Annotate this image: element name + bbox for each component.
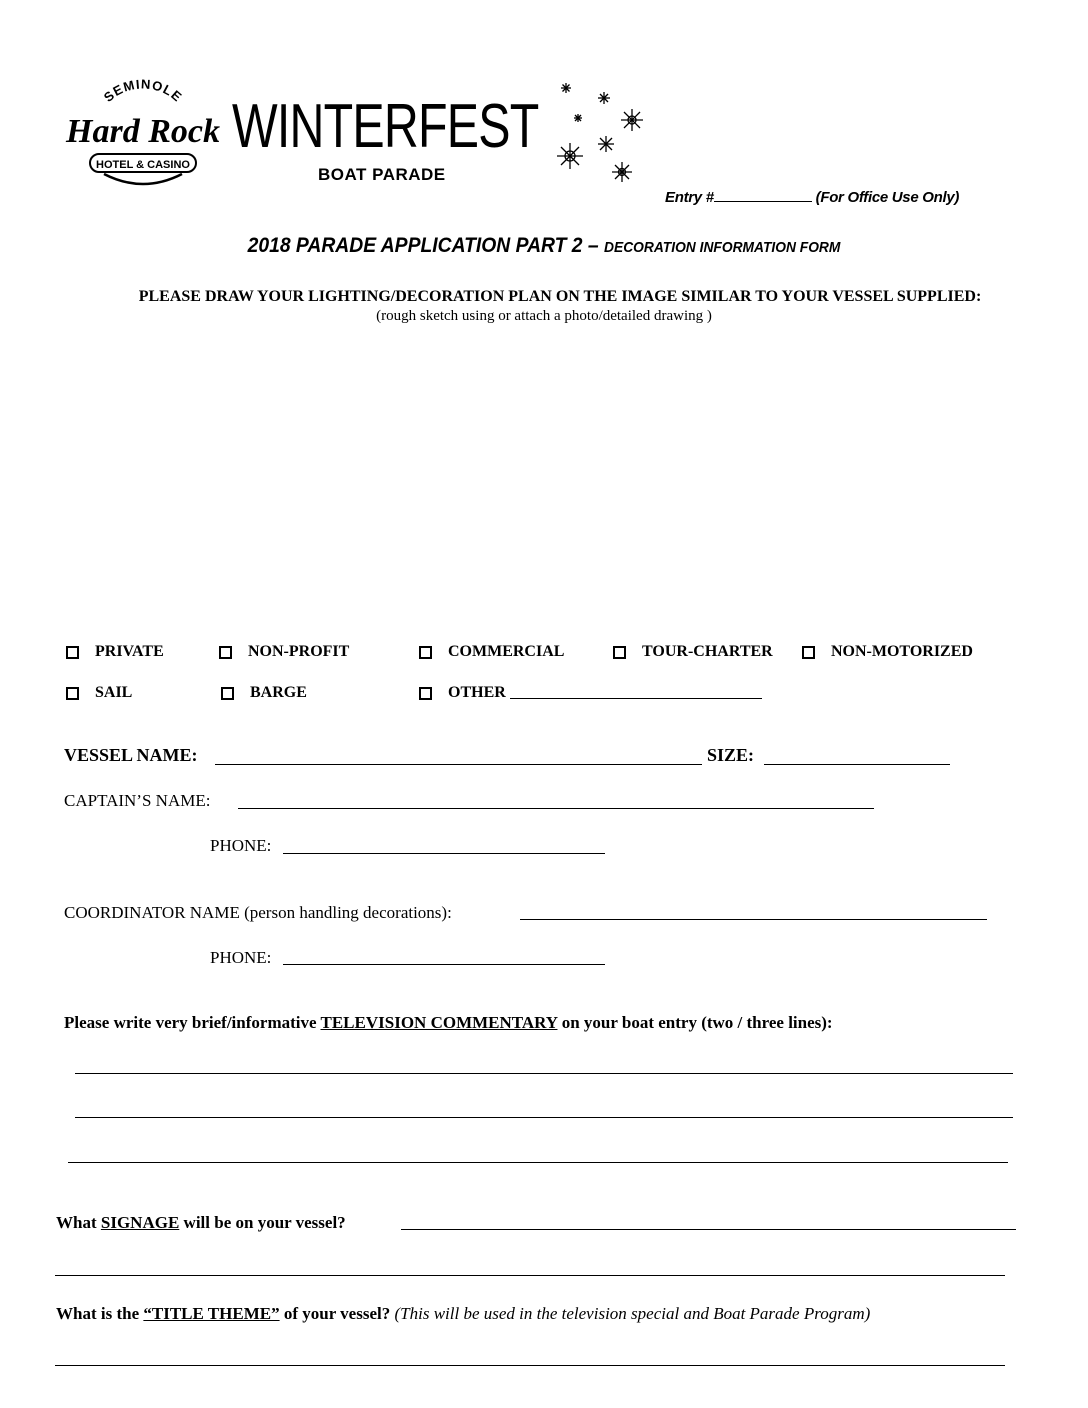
checkbox-other[interactable]: [419, 684, 762, 702]
entry-number-field[interactable]: [714, 187, 812, 202]
title-theme-text-pre: What is the: [56, 1304, 140, 1323]
signage-line-2[interactable]: [55, 1275, 1005, 1276]
entry-note: (For Office Use Only): [815, 189, 960, 206]
checkbox-private[interactable]: [66, 643, 164, 661]
checkbox-non-motorized[interactable]: [802, 643, 973, 661]
commentary-prompt: [64, 1013, 833, 1033]
checkbox-non-profit[interactable]: [219, 643, 349, 661]
commentary-line-2[interactable]: [75, 1117, 1013, 1118]
logo-seminole-text: SEMINOLE: [100, 76, 186, 105]
commentary-text-post: on your boat entry (two / three lines):: [561, 1013, 833, 1032]
vessel-name-label: VESSEL NAME:: [64, 745, 198, 765]
checkbox-barge[interactable]: [221, 684, 307, 702]
title-theme-note: (This will be used in the television special and Boat Parade Program): [394, 1304, 871, 1323]
signage-field[interactable]: [401, 1229, 1016, 1230]
checkbox-icon[interactable]: [221, 687, 234, 700]
checkbox-label: NON-MOTORIZED: [831, 643, 973, 660]
logo-hardrock-text: Hard Rock: [66, 113, 220, 150]
captain-name-label: CAPTAIN’S NAME:: [64, 791, 211, 810]
size-label: SIZE:: [707, 745, 755, 765]
size-field[interactable]: [764, 764, 950, 765]
title-theme-text-post: of your vessel?: [283, 1304, 391, 1323]
coordinator-phone-label: PHONE:: [210, 948, 272, 967]
checkbox-label: BARGE: [250, 684, 307, 701]
checkbox-label: NON-PROFIT: [248, 643, 350, 660]
signage-text-post: will be on your vessel?: [183, 1213, 346, 1232]
svg-text:SEMINOLE: [101, 76, 186, 104]
captain-phone-label: PHONE:: [210, 836, 272, 855]
instructions-main: PLEASE DRAW YOUR LIGHTING/DECORATION PLAN ON THE IMAGE SIMILAR TO YOUR VESSEL SUPPLIED:: [138, 288, 982, 305]
checkbox-label: OTHER: [448, 684, 506, 701]
title-theme-emphasis: “TITLE THEME”: [143, 1304, 280, 1323]
logo-hotel-casino-text: HOTEL & CASINO: [96, 159, 190, 171]
coordinator-name-label: COORDINATOR NAME (person handling decorations):: [64, 903, 452, 922]
signage-prompt: [56, 1213, 346, 1233]
title-theme-field[interactable]: [55, 1365, 1005, 1366]
signage-emphasis: SIGNAGE: [100, 1213, 180, 1232]
coordinator-phone-field[interactable]: [283, 964, 605, 965]
vessel-name-field[interactable]: [215, 764, 702, 765]
entry-label: Entry #: [665, 189, 714, 206]
winterfest-logo-subtitle: BOAT PARADE: [318, 165, 446, 184]
other-input-line[interactable]: [510, 688, 762, 699]
checkbox-icon[interactable]: [613, 646, 626, 659]
checkbox-icon[interactable]: [419, 646, 432, 659]
coordinator-name-field[interactable]: [520, 919, 987, 920]
title-theme-prompt: [56, 1304, 870, 1324]
checkbox-icon[interactable]: [419, 687, 432, 700]
checkbox-icon[interactable]: [66, 687, 79, 700]
commentary-emphasis: TELEVISION COMMENTARY: [320, 1013, 558, 1032]
instructions-sub: (rough sketch using or attach a photo/detailed drawing ): [376, 308, 712, 324]
sketch-drawing-area[interactable]: [60, 340, 1020, 620]
form-title-main: 2018 PARADE APPLICATION PART 2 –: [247, 234, 599, 257]
entry-number-line: [665, 187, 959, 206]
checkbox-icon[interactable]: [802, 646, 815, 659]
form-title-sub: DECORATION INFORMATION FORM: [604, 239, 841, 256]
checkbox-commercial[interactable]: [419, 643, 564, 661]
captain-name-field[interactable]: [238, 808, 874, 809]
checkbox-label: PRIVATE: [95, 643, 164, 660]
form-title: [44, 234, 1045, 258]
commentary-line-3[interactable]: [68, 1162, 1008, 1163]
signage-text-pre: What: [56, 1213, 97, 1232]
checkbox-label: COMMERCIAL: [448, 643, 565, 660]
commentary-line-1[interactable]: [75, 1073, 1013, 1074]
checkbox-tour-charter[interactable]: [613, 643, 773, 661]
checkbox-label: SAIL: [95, 684, 133, 701]
commentary-text-pre: Please write very brief/informative: [64, 1013, 317, 1032]
checkbox-icon[interactable]: [66, 646, 79, 659]
checkbox-label: TOUR-CHARTER: [642, 643, 773, 660]
snowflake-icon: [548, 76, 658, 188]
hard-rock-logo: [64, 76, 222, 188]
checkbox-sail[interactable]: [66, 684, 132, 702]
checkbox-icon[interactable]: [219, 646, 232, 659]
winterfest-logo-title: WINTERFEST: [232, 92, 539, 161]
captain-phone-field[interactable]: [283, 853, 605, 854]
